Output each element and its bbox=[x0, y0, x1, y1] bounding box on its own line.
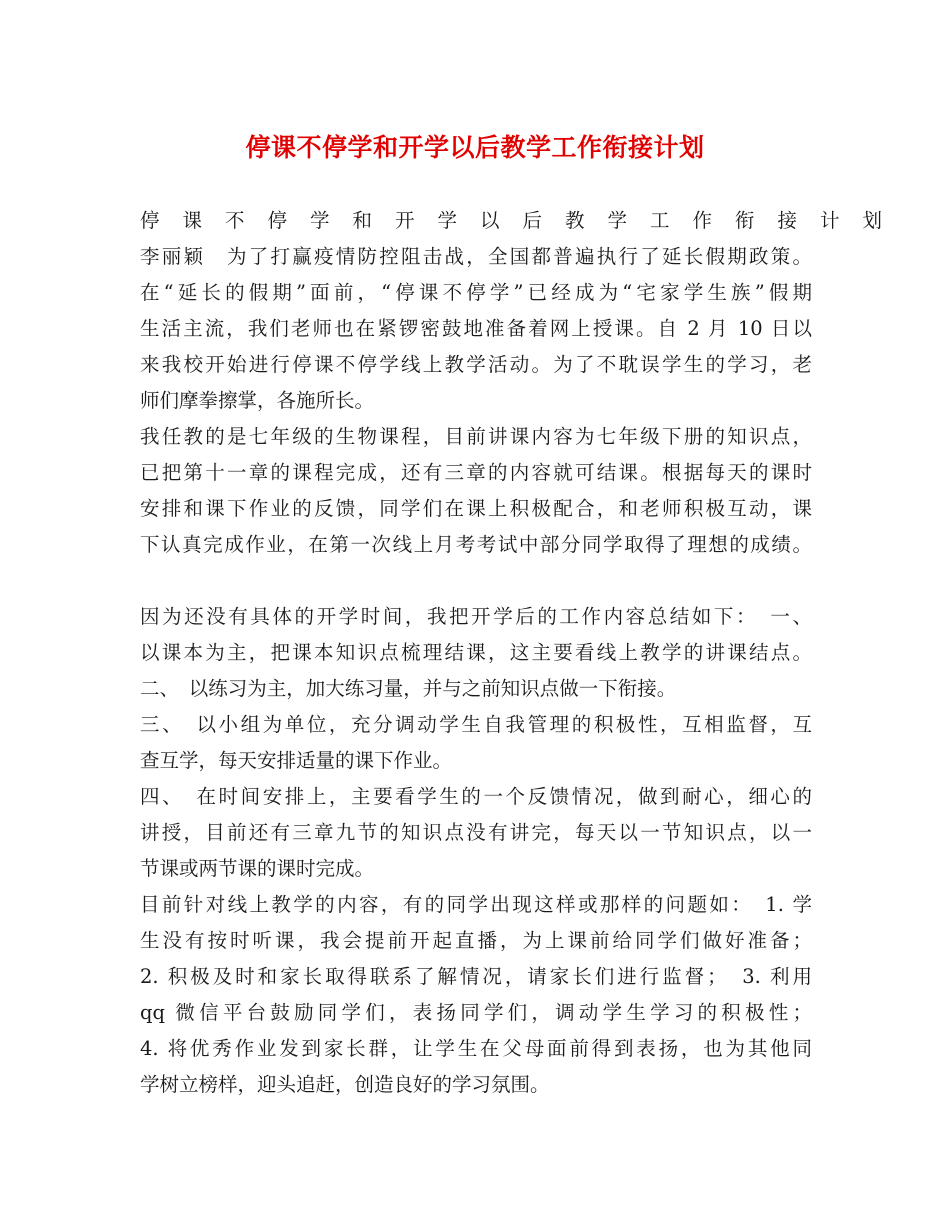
body-line: 目前针对线上教学的内容，有的同学出现这样或那样的问题如： 1. 学 bbox=[140, 893, 812, 916]
body-line: 生没有按时听课，我会提前开起直播，为上课前给同学们做好准备； bbox=[140, 929, 812, 952]
document-title: 停课不停学和开学以后教学工作衔接计划 bbox=[245, 133, 705, 162]
body-line: 2. 积极及时和家长取得联系了解情况，请家长们进行监督； 3. 利用 bbox=[140, 965, 812, 988]
body-line: 因为还没有具体的开学时间，我把开学后的工作内容总结如下： 一、 bbox=[140, 605, 812, 628]
body-line: 师们摩拳擦掌，各施所长。 bbox=[140, 389, 375, 412]
body-line: 已把第十一章的课程完成，还有三章的内容就可结课。根据每天的课时 bbox=[140, 461, 812, 484]
body-line: 学树立榜样，迎头追赶，创造良好的学习氛围。 bbox=[140, 1073, 550, 1096]
body-line: 李丽颖 为了打赢疫情防控阻击战，全国都普遍执行了延长假期政策。 bbox=[140, 245, 812, 268]
body-line: 二、 以练习为主，加大练习量，并与之前知识点做一下衔接。 bbox=[140, 677, 677, 700]
paragraph-gap bbox=[140, 563, 812, 599]
body-line: 以课本为主，把课本知识点梳理结课，这主要看线上教学的讲课结点。 bbox=[140, 641, 812, 664]
document-body bbox=[140, 203, 906, 1103]
body-line: 节课或两节课的课时完成。 bbox=[140, 857, 375, 880]
body-line: 安排和课下作业的反馈，同学们在课上积极配合，和老师积极互动，课 bbox=[140, 497, 812, 520]
body-line: 四、 在时间安排上，主要看学生的一个反馈情况，做到耐心，细心的 bbox=[140, 785, 812, 808]
body-line: 生活主流，我们老师也在紧锣密鼓地准备着网上授课。自 2 月 10 日以 bbox=[140, 317, 812, 340]
body-line: qq 微信平台鼓励同学们，表扬同学们，调动学生学习的积极性； bbox=[140, 1001, 812, 1024]
body-line: 我任教的是七年级的生物课程，目前讲课内容为七年级下册的知识点， bbox=[140, 425, 812, 448]
body-line: 三、 以小组为单位，充分调动学生自我管理的积极性，互相监督，互 bbox=[140, 713, 812, 736]
body-line: 停课不停学和开学以后教学工作衔接计划 bbox=[140, 209, 906, 232]
body-line: 在“延长的假期”面前，“停课不停学”已经成为“宅家学生族”假期 bbox=[140, 281, 812, 304]
body-line: 来我校开始进行停课不停学线上教学活动。为了不耽误学生的学习，老 bbox=[140, 353, 812, 376]
body-line: 4. 将优秀作业发到家长群，让学生在父母面前得到表扬，也为其他同 bbox=[140, 1037, 812, 1060]
body-line: 下认真完成作业，在第一次线上月考考试中部分同学取得了理想的成绩。 bbox=[140, 533, 812, 556]
body-line: 查互学，每天安排适量的课下作业。 bbox=[140, 749, 453, 772]
body-line: 讲授，目前还有三章九节的知识点没有讲完，每天以一节知识点，以一 bbox=[140, 821, 812, 844]
